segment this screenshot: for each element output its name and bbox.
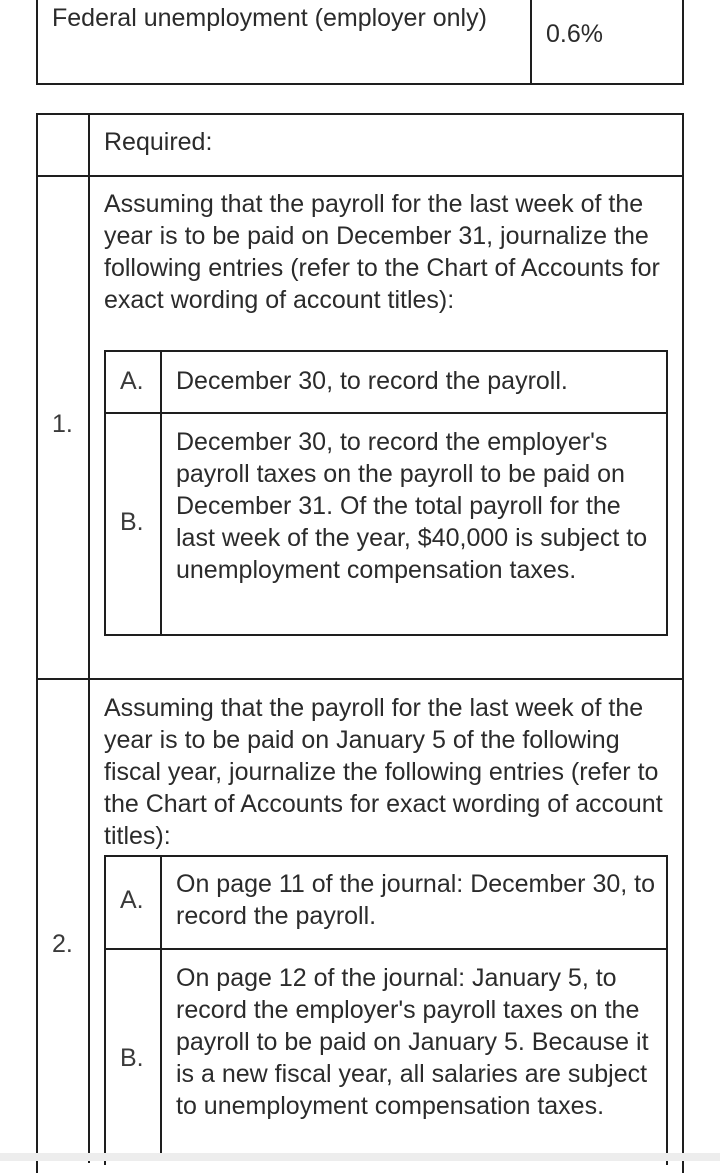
requirement-number: 2. [52, 930, 73, 958]
letter-column-divider [160, 855, 162, 1155]
requirement-intro: Assuming that the payroll for the last week of the year is to be paid on December 31, journalize the following entries (refer to the Chart of Accounts for exact wording of account titles): [104, 190, 660, 314]
row-separator [36, 175, 684, 177]
row-separator [36, 678, 684, 680]
subtable-row-separator [104, 412, 668, 414]
requirement-intro: Assuming that the payroll for the last week of the year is to be paid on January 5 of the following fiscal year, journalize the following entries (refer to the Chart of Accounts for exact wording of account titles): [104, 694, 663, 850]
letter-column-divider [160, 350, 162, 636]
item-letter: B. [120, 1044, 144, 1072]
item-letter: A. [120, 367, 144, 395]
rate-value: 0.6% [546, 20, 603, 48]
required-header: Required: [104, 128, 213, 156]
item-text: On page 12 of the journal: January 5, to record the employer's payroll taxes on the payroll to be paid on January 5. Because it is a new fiscal year, all salaries are subject to unemployment compensation taxes. [176, 964, 649, 1120]
subtable-row-separator [104, 948, 668, 950]
page-bottom-edge [0, 1153, 720, 1161]
requirement-number: 1. [52, 410, 73, 438]
number-column-divider [88, 113, 90, 1163]
item-letter: B. [120, 508, 144, 536]
item-text: December 30, to record the employer's payroll taxes on the payroll to be paid on December 31. Of the total payroll for the last week of the year, $40,000 is subject to unemployment compensation taxes. [176, 428, 648, 584]
rate-label: Federal unemployment (employer only) [52, 4, 487, 32]
rate-table-divider [530, 0, 532, 85]
item-letter: A. [120, 886, 144, 914]
item-text: On page 11 of the journal: December 30, to record the payroll. [176, 870, 656, 930]
item-text: December 30, to record the payroll. [176, 367, 568, 395]
